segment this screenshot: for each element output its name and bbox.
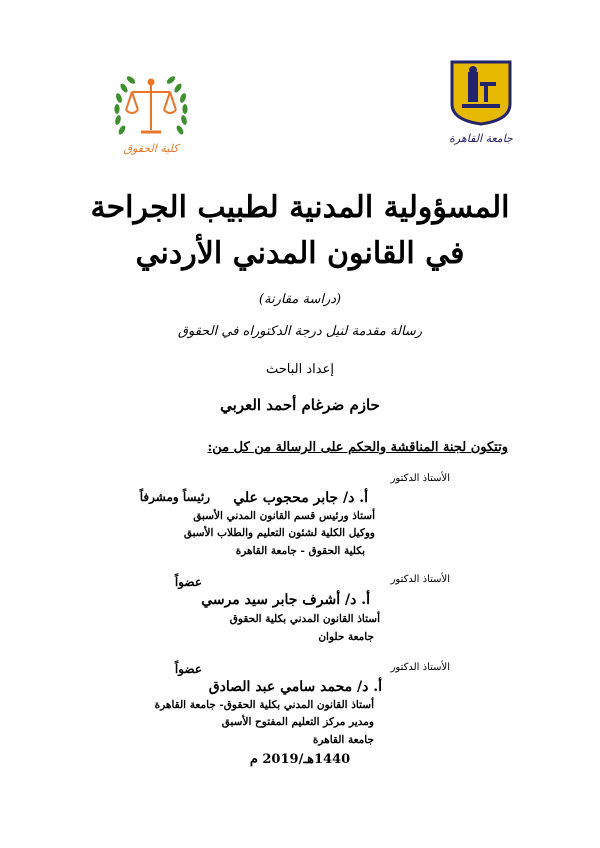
member3-line1: أستاذ القانون المدني بكلية الحقوق- جامعة القاهرة	[154, 699, 374, 711]
faculty-of-law-logo	[108, 68, 194, 160]
member2-role: عضواً	[174, 575, 202, 589]
faculty-logo-text: كلية الحقوق	[123, 142, 179, 155]
cairo-university-logo	[448, 58, 514, 150]
thesis-title-line2: في القانون المدني الأردني	[135, 236, 465, 271]
study-type: (دراسة مقارنة)	[258, 292, 342, 307]
member1-title: الأستاذ الدكتور	[390, 473, 450, 484]
member3-role: عضواً	[174, 662, 202, 676]
thesis-title-line1: المسؤولية المدنية لطبيب الجراحة	[90, 190, 510, 225]
thesis-purpose: رسالة مقدمة لنيل درجة الدكتوراه في الحقوق	[177, 324, 423, 339]
member2-line2: جامعة حلوان	[318, 631, 374, 643]
member3-name: أ. د/ محمد سامي عبد الصادق	[208, 679, 382, 695]
member2-title: الأستاذ الدكتور	[390, 574, 450, 585]
publication-date: 1440هـ/2019 م	[249, 752, 351, 767]
member2-name: أ. د/ أشرف جابر سيد مرسي	[201, 592, 370, 608]
member3-line2: ومدير مركز التعليم المفتوح الأسبق	[221, 716, 374, 728]
member1-role: رئيساً ومشرفاً	[139, 490, 210, 504]
member1-line3: بكلية الحقوق - جامعة القاهرة	[235, 545, 365, 557]
member1-line2: ووكيل الكلية لشئون التعليم والطلاب الأسبق	[183, 527, 375, 539]
scales-of-justice-icon	[126, 80, 176, 133]
thoth-emblem-icon	[452, 62, 510, 124]
author-name: حازم ضرغام أحمد العربي	[220, 396, 380, 414]
member3-line3: جامعة القاهرة	[312, 734, 374, 746]
committee-heading: وتتكون لجنة المناقشة والحكم على الرسالة من كل من:	[207, 440, 508, 455]
member2-line1: أستاذ القانون المدني بكلية الحقوق	[229, 613, 380, 625]
member1-name: أ. د/ جابر محجوب علي	[233, 490, 368, 506]
cairo-logo-text: جامعة القاهرة	[449, 132, 513, 145]
member1-line1: أستاذ ورئيس قسم القانون المدني الأسبق	[193, 510, 375, 522]
prepared-by-label: إعداد الباحث	[266, 362, 334, 377]
member3-title: الأستاذ الدكتور	[390, 662, 450, 673]
